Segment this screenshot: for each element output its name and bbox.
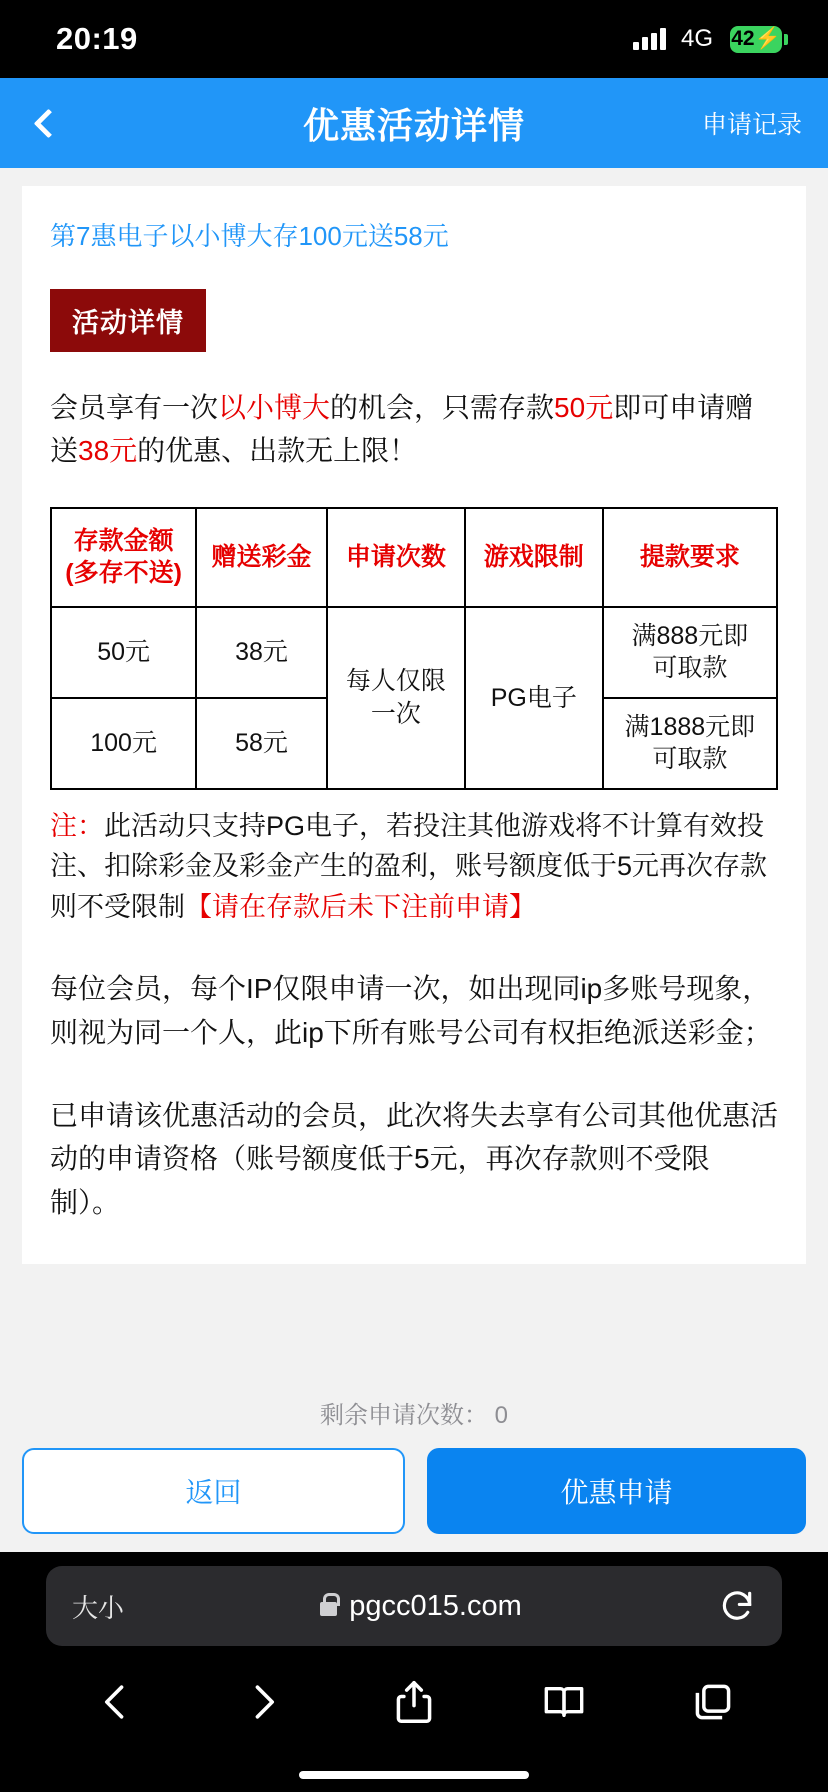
promo-card — [22, 186, 806, 1264]
table-header-game: 游戏限制 — [465, 508, 603, 607]
cell-times-limit — [327, 607, 465, 789]
address-bar[interactable] — [46, 1566, 782, 1646]
signal-bars-icon — [633, 28, 666, 50]
cell-withdraw-2-line1: 满1888元即 — [624, 712, 756, 741]
table-header-row — [51, 508, 777, 607]
cell-bonus-1: 38元 — [196, 607, 327, 698]
cell-times-limit-line1: 每人仅限 — [345, 667, 446, 696]
cell-game-limit: PG电子 — [465, 607, 603, 789]
cell-deposit-1: 50元 — [51, 607, 196, 698]
back-button[interactable]: 返回 — [22, 1448, 405, 1534]
intro-part-4: 的优惠、出款无上限！ — [137, 435, 418, 467]
page-title: 优惠活动详情 — [302, 104, 525, 146]
cell-deposit-2: 100元 — [51, 698, 196, 789]
table-header-deposit-line2: (多存不送) — [65, 559, 182, 588]
browser-back-icon[interactable] — [88, 1675, 142, 1729]
home-indicator — [0, 1758, 828, 1792]
cell-withdraw-1 — [603, 607, 777, 698]
battery-charging-icon: 42 ⚡ — [730, 26, 782, 53]
table-row — [51, 607, 777, 698]
url-display[interactable] — [124, 1590, 718, 1623]
table-header-deposit — [51, 508, 196, 607]
tabs-icon[interactable] — [686, 1675, 740, 1729]
status-indicators — [633, 25, 782, 53]
action-footer — [0, 1373, 828, 1552]
cell-withdraw-2-line2: 可取款 — [652, 745, 728, 774]
table-header-withdraw: 提款要求 — [603, 508, 777, 607]
intro-part-1: 会员享有一次 — [50, 392, 219, 423]
table-header-deposit-line1: 存款金额 — [73, 526, 174, 555]
intro-highlight-2: 50元 — [554, 392, 614, 423]
intro-part-2: 的机会，只需存款 — [330, 392, 555, 423]
cell-withdraw-1-line2: 可取款 — [652, 654, 728, 683]
footer-button-row — [0, 1448, 828, 1534]
status-bar — [0, 0, 828, 78]
remaining-label: 剩余申请次数： — [319, 1402, 488, 1429]
intro-part-3: 即可申请赠送 — [50, 392, 754, 467]
browser-chrome — [0, 1552, 828, 1792]
cell-withdraw-2 — [603, 698, 777, 789]
intro-highlight-3: 38元 — [78, 435, 138, 467]
section-badge: 活动详情 — [50, 289, 206, 352]
browser-forward-icon[interactable] — [237, 1675, 291, 1729]
browser-toolbar — [0, 1646, 828, 1758]
table-header-times: 申请次数 — [327, 508, 465, 607]
url-text: pgcc015.com — [349, 1589, 522, 1622]
note-text — [50, 806, 778, 928]
remaining-value: 0 — [494, 1402, 509, 1429]
bookmarks-icon[interactable] — [537, 1675, 591, 1729]
application-records-link[interactable]: 申请记录 — [701, 111, 802, 139]
intro-highlight-1: 以小博大 — [218, 392, 331, 423]
intro-text — [50, 386, 778, 473]
cell-bonus-2: 58元 — [196, 698, 327, 789]
text-size-button[interactable]: 大小 — [72, 1592, 125, 1623]
promo-title: 第7惠电子以小博大存100元送58元 — [50, 221, 449, 251]
app-header — [0, 78, 828, 168]
table-header-bonus: 赠送彩金 — [196, 508, 327, 607]
page-body — [0, 168, 828, 1552]
status-time: 20:19 — [56, 21, 138, 56]
share-icon[interactable] — [387, 1675, 441, 1729]
paragraph-ip-rule: 每位会员，每个IP仅限申请一次，如出现同ip多账号现象，则视为同一个人，此ip下所有账号公司有权拒绝派送彩金； — [50, 973, 772, 1048]
battery-level: 42 — [731, 27, 755, 50]
note-highlight: 【请在存款后未下注前申请】 — [185, 891, 536, 922]
promo-table — [50, 507, 778, 790]
lock-icon — [320, 1602, 337, 1616]
cell-times-limit-line2: 一次 — [370, 699, 421, 728]
back-chevron-icon[interactable] — [26, 101, 70, 145]
reload-icon[interactable] — [718, 1587, 756, 1625]
note-body: 此活动只支持PG电子，若投注其他游戏将不计算有效投注、扣除彩金及彩金产生的盈利，账号额度低于5元再次存款则不受限制 — [50, 810, 768, 922]
cell-withdraw-1-line1: 满888元即 — [631, 621, 749, 650]
remaining-applications — [0, 1373, 828, 1448]
apply-button[interactable]: 优惠申请 — [427, 1448, 806, 1534]
network-label: 4G — [680, 25, 713, 52]
note-lead: 注： — [50, 810, 104, 841]
paragraph-eligibility: 已申请该优惠活动的会员，此次将失去享有公司其他优惠活动的申请资格（账号额度低于5元，再次存款则不受限制）。 — [50, 1100, 779, 1218]
